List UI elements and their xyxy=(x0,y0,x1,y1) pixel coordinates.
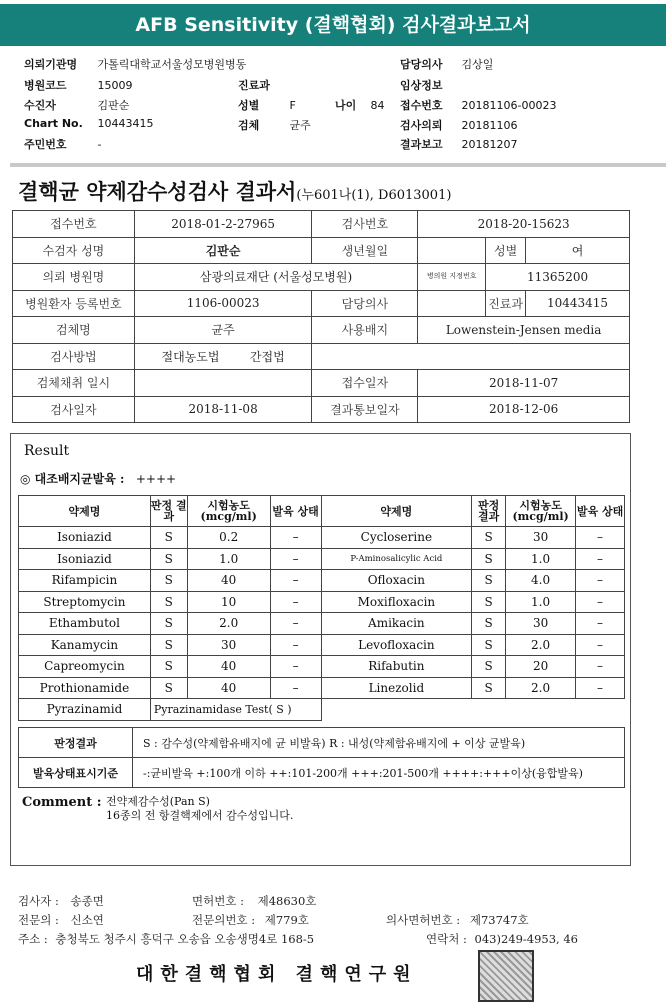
table-row xyxy=(19,656,625,678)
growth: – xyxy=(576,656,625,678)
clinical-info-label: 임상정보 xyxy=(400,79,443,92)
organization-name: 대한결핵협회 결핵연구원 xyxy=(136,964,418,985)
dob-label: 생년월일 xyxy=(312,237,418,264)
reg-no-value: 2018-01-2-27965 xyxy=(134,211,312,238)
age-label: 나이 xyxy=(335,99,357,112)
doctor-license-value: 제73747호 xyxy=(469,913,529,927)
drug-name: Capreomycin xyxy=(19,656,151,678)
drug-sensitivity-table xyxy=(18,495,625,721)
attending-doctor xyxy=(400,56,493,72)
table-row xyxy=(19,634,625,656)
hospital-name-value: 삼광의료재단 (서울성모병원) xyxy=(134,264,418,291)
table-row xyxy=(19,548,625,570)
chart-no-label: Chart No. xyxy=(24,117,83,130)
table-row xyxy=(19,677,625,699)
judge: S xyxy=(472,570,506,592)
hospital-designation-value: 11365200 xyxy=(486,264,630,291)
pyrazinamidase-test: Pyrazinamidase Test( S ) xyxy=(150,699,321,721)
judge-legend-text: S : 감수성(약제함유배지에 균 비발육) R : 내성(약제함유배지에 + 이상 균발육) xyxy=(133,728,625,758)
col-growth: 발육 상태 xyxy=(270,496,321,527)
growth-legend-text: -:균비발육 +:100개 이하 ++:101-200개 +++:201-500개 ++++:+++이상(융합발육) xyxy=(133,758,625,788)
growth: – xyxy=(270,656,321,678)
sex-value: F xyxy=(289,99,296,112)
result-title: Result xyxy=(24,443,70,459)
attending-doctor-value: 김상일 xyxy=(461,58,494,71)
conc: 40 xyxy=(187,570,270,592)
doctor-value xyxy=(418,290,486,317)
sex-cell-label: 성별 xyxy=(486,237,526,264)
specialist-number xyxy=(192,912,309,928)
judge: S xyxy=(150,527,187,549)
growth: – xyxy=(270,591,321,613)
header-row-1 xyxy=(24,56,246,72)
result-report-value: 20181207 xyxy=(461,138,518,151)
header-row-2 xyxy=(24,77,133,93)
dept-label: 진료과 xyxy=(486,290,526,317)
table-row xyxy=(19,570,625,592)
specimen-value: 균주 xyxy=(289,119,311,132)
specimen-name-label: 검체명 xyxy=(13,317,135,344)
hospital-designation-label: 병의원 지정번호 xyxy=(418,264,486,291)
conc: 1.0 xyxy=(506,548,576,570)
growth: – xyxy=(270,677,321,699)
growth: – xyxy=(270,634,321,656)
patient-info-table xyxy=(12,210,630,423)
col-judge-2: 판정 결과 xyxy=(472,496,506,527)
department-label: 진료과 xyxy=(238,79,270,92)
test-no-label: 검사번호 xyxy=(312,211,418,238)
receipt-number xyxy=(400,97,556,113)
received-label: 접수일자 xyxy=(312,370,418,397)
medium-label: 사용배지 xyxy=(312,317,418,344)
col-conc: 시험농도 (mcg/ml) xyxy=(187,496,270,527)
judge: S xyxy=(472,656,506,678)
comment-line-2: 16종의 전 항결핵제에서 감수성입니다. xyxy=(106,809,294,822)
growth: – xyxy=(576,634,625,656)
test-date-label: 검사일자 xyxy=(13,396,135,423)
hospital-name-label: 의뢰 병원명 xyxy=(13,264,135,291)
control-growth xyxy=(20,470,176,487)
drug-name: Ofloxacin xyxy=(321,570,472,592)
address-value: 충청북도 청주시 흥덕구 오송읍 오송생명4로 168-5 xyxy=(55,932,315,946)
conc: 2.0 xyxy=(506,634,576,656)
empty-cell xyxy=(321,699,625,721)
patient-name-value: 김판순 xyxy=(134,237,312,264)
method-2: 간접법 xyxy=(249,349,285,364)
doctor-license xyxy=(386,912,529,928)
collection-value xyxy=(134,370,312,397)
contact xyxy=(426,931,578,947)
age-value: 84 xyxy=(370,99,385,112)
report-code: (누601나(1), D6013001) xyxy=(296,188,452,203)
receipt-number-value: 20181106-00023 xyxy=(461,99,557,112)
judge: S xyxy=(150,613,187,635)
growth: – xyxy=(576,677,625,699)
judge: S xyxy=(472,548,506,570)
judge: S xyxy=(150,656,187,678)
method-label: 검사방법 xyxy=(13,343,135,370)
legend-table xyxy=(18,727,625,788)
drug-name: Ethambutol xyxy=(19,613,151,635)
conc: 10 xyxy=(187,591,270,613)
table-row xyxy=(19,527,625,549)
conc: 4.0 xyxy=(506,570,576,592)
drug-name: Linezolid xyxy=(321,677,472,699)
specialist xyxy=(18,912,104,928)
drug-name: Streptomycin xyxy=(19,591,151,613)
notify-date-value: 2018-12-06 xyxy=(418,396,630,423)
growth-legend-label: 발육상태표시기준 xyxy=(19,758,133,788)
contact-label: 연락처 : xyxy=(426,932,467,946)
growth: – xyxy=(576,527,625,549)
patient-name-label: 수검자 성명 xyxy=(13,237,135,264)
growth: – xyxy=(576,613,625,635)
growth: – xyxy=(576,591,625,613)
drug-name: Kanamycin xyxy=(19,634,151,656)
comment-text xyxy=(106,795,293,823)
col-drug: 약제명 xyxy=(19,496,151,527)
conc: 1.0 xyxy=(506,591,576,613)
report-title xyxy=(18,176,451,206)
control-growth-value: ++++ xyxy=(135,472,177,486)
resident-no-value: - xyxy=(97,138,102,151)
resident-no-label: 주민번호 xyxy=(24,138,67,151)
drug-name: Rifabutin xyxy=(321,656,472,678)
col-growth-2: 발육 상태 xyxy=(576,496,625,527)
growth: – xyxy=(270,613,321,635)
drug-name: Isoniazid xyxy=(19,527,151,549)
patient-label: 수진자 xyxy=(24,99,56,112)
conc: 2.0 xyxy=(187,613,270,635)
growth: – xyxy=(576,570,625,592)
judge: S xyxy=(150,634,187,656)
report-title-text: 결핵균 약제감수성검사 결과서 xyxy=(18,179,297,204)
conc: 40 xyxy=(187,656,270,678)
drug-name: Moxifloxacin xyxy=(321,591,472,613)
collection-label: 검체채취 일시 xyxy=(13,370,135,397)
drug-name: P-Aminosalicylic Acid xyxy=(321,548,472,570)
sex-cell-value: 여 xyxy=(526,237,630,264)
sex-age xyxy=(238,97,385,113)
license xyxy=(192,893,316,909)
dept-value: 10443415 xyxy=(526,290,630,317)
tester-label: 검사자 : xyxy=(18,894,59,908)
judge: S xyxy=(150,570,187,592)
notify-date-label: 결과통보일자 xyxy=(312,396,418,423)
license-label: 면허번호 : xyxy=(192,894,244,908)
conc: 40 xyxy=(187,677,270,699)
report-banner-title: AFB Sensitivity (결핵협회) 검사결과보고서 xyxy=(0,4,666,46)
drug-name: Cycloserine xyxy=(321,527,472,549)
col-drug-2: 약제명 xyxy=(321,496,472,527)
medium-value: Lowenstein-Jensen media xyxy=(418,317,630,344)
address xyxy=(18,931,314,947)
comment-line-1: 전약제감수성(Pan S) xyxy=(106,795,210,808)
test-no-value: 2018-20-15623 xyxy=(418,211,630,238)
judge: S xyxy=(150,548,187,570)
conc: 30 xyxy=(506,613,576,635)
dob-value xyxy=(418,237,486,264)
hospital-patient-no-value: 1106-00023 xyxy=(134,290,312,317)
table-row xyxy=(19,613,625,635)
judge: S xyxy=(472,677,506,699)
conc: 30 xyxy=(506,527,576,549)
conc: 1.0 xyxy=(187,548,270,570)
control-growth-label: ◎ 대조배지균발육 : xyxy=(20,472,125,486)
header-row-3 xyxy=(24,97,129,113)
hospital-patient-no-label: 병원환자 등록번호 xyxy=(13,290,135,317)
contact-value: 043)249-4953, 46 xyxy=(474,932,578,946)
growth: – xyxy=(270,527,321,549)
result-report-label: 결과보고 xyxy=(400,138,443,151)
judge: S xyxy=(472,634,506,656)
drug-table-header xyxy=(19,496,625,527)
conc: 30 xyxy=(187,634,270,656)
tester xyxy=(18,893,104,909)
requesting-institution-label: 의뢰기관명 xyxy=(24,58,78,71)
test-request-label: 검사의뢰 xyxy=(400,119,443,132)
col-conc-2: 시험농도 (mcg/ml) xyxy=(506,496,576,527)
department xyxy=(238,77,270,93)
specimen-label: 검체 xyxy=(238,119,260,132)
table-row-pyrazinamid xyxy=(19,699,625,721)
clinical-info xyxy=(400,77,443,93)
requesting-institution-value: 가톨릭대학교서울성모병원병동 xyxy=(97,58,247,71)
test-request-value: 20181106 xyxy=(461,119,518,132)
drug-name: Isoniazid xyxy=(19,548,151,570)
specialist-value: 신소연 xyxy=(70,913,104,927)
method-1: 절대농도법 xyxy=(161,349,220,364)
conc: 20 xyxy=(506,656,576,678)
growth: – xyxy=(270,570,321,592)
result-report xyxy=(400,136,518,152)
header-row-5 xyxy=(24,136,101,152)
hospital-code-label: 병원코드 xyxy=(24,79,67,92)
judge: S xyxy=(472,591,506,613)
method-value xyxy=(134,343,312,370)
method-blank xyxy=(312,343,630,370)
growth: – xyxy=(576,548,625,570)
receipt-number-label: 접수번호 xyxy=(400,99,443,112)
specialist-number-label: 전문의번호 : xyxy=(192,913,256,927)
judge: S xyxy=(150,591,187,613)
official-seal-icon xyxy=(478,950,534,1002)
patient-value: 김판순 xyxy=(97,99,130,112)
judge-legend-label: 판정결과 xyxy=(19,728,133,758)
table-row xyxy=(19,591,625,613)
comment-label: Comment : xyxy=(22,795,102,810)
drug-name: Amikacin xyxy=(321,613,472,635)
conc: 0.2 xyxy=(187,527,270,549)
drug-name: Pyrazinamid xyxy=(19,699,151,721)
judge: S xyxy=(472,613,506,635)
section-divider xyxy=(10,163,666,167)
judge: S xyxy=(472,527,506,549)
reg-no-label: 접수번호 xyxy=(13,211,135,238)
judge: S xyxy=(150,677,187,699)
specimen-name-value: 균주 xyxy=(134,317,312,344)
col-judge: 판정 결과 xyxy=(150,496,187,527)
sex-label: 성별 xyxy=(238,99,260,112)
doctor-license-label: 의사면허번호 : xyxy=(386,913,461,927)
attending-doctor-label: 담당의사 xyxy=(400,58,443,71)
growth: – xyxy=(270,548,321,570)
specialist-number-value: 제779호 xyxy=(264,913,309,927)
header-row-4 xyxy=(24,117,154,130)
address-label: 주소 : xyxy=(18,932,48,946)
chart-no-value: 10443415 xyxy=(97,117,154,130)
doctor-label: 담당의사 xyxy=(312,290,418,317)
drug-name: Prothionamide xyxy=(19,677,151,699)
specimen xyxy=(238,117,311,133)
test-request xyxy=(400,117,518,133)
specialist-label: 전문의 : xyxy=(18,913,59,927)
license-value: 제48630호 xyxy=(257,894,317,908)
received-value: 2018-11-07 xyxy=(418,370,630,397)
hospital-code-value: 15009 xyxy=(97,79,133,92)
drug-name: Rifampicin xyxy=(19,570,151,592)
test-date-value: 2018-11-08 xyxy=(134,396,312,423)
drug-name: Levofloxacin xyxy=(321,634,472,656)
tester-value: 송종면 xyxy=(70,894,104,908)
conc: 2.0 xyxy=(506,677,576,699)
